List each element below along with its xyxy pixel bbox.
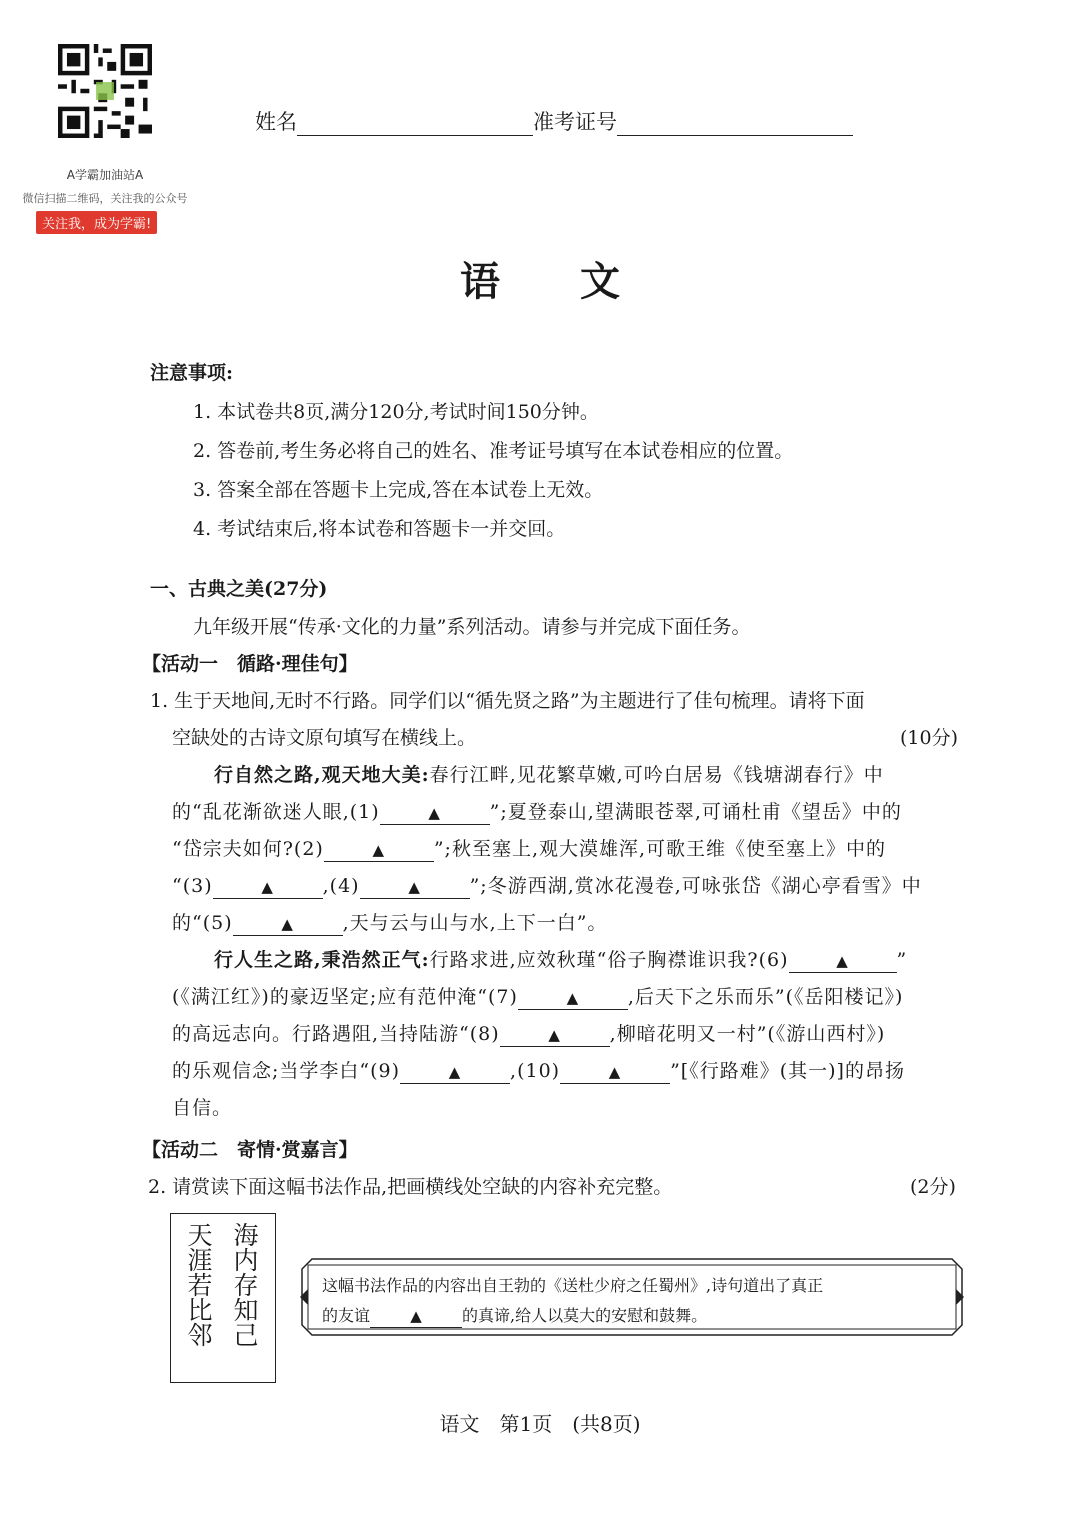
question-2-prompt: 2. 请赏读下面这幅书法作品,把画横线处空缺的内容补充完整。: [148, 1176, 673, 1198]
para1-line3-text-b: ”;秋至塞上,观大漠雄浑,可歌王维《使至塞上》中的: [433, 838, 887, 860]
id-label: 准考证号: [533, 110, 617, 134]
qr-code-icon: [58, 44, 152, 138]
blank-8[interactable]: [500, 1026, 610, 1047]
answer-marker: ▲: [281, 915, 294, 933]
blank-2[interactable]: [324, 841, 434, 862]
para1-line2-text-a: 的“乱花渐欲迷人眼,(1): [172, 801, 380, 823]
follow-button[interactable]: 关注我，成为学霸!: [36, 211, 157, 234]
calligraphy-col-right: 海内存知己: [230, 1222, 259, 1347]
para1-line1-text: 春行江畔,见花繁草嫩,可吟白居易《钱塘湖春行》中: [429, 764, 884, 786]
calligraphy-col-left: 天涯若比邻: [184, 1222, 213, 1347]
blank-5[interactable]: [233, 915, 343, 936]
para2-line4-text-b: ,(10): [510, 1060, 561, 1082]
id-field[interactable]: [617, 115, 853, 136]
para1-line1: [214, 760, 884, 787]
blank-3[interactable]: [213, 878, 323, 899]
answer-marker: ▲: [448, 1063, 462, 1081]
name-field[interactable]: [297, 115, 533, 136]
section-intro: 九年级开展“传承·文化的力量”系列活动。请参与并完成下面任务。: [193, 616, 751, 638]
exam-header: [255, 106, 853, 136]
notice-item-1: 1. 本试卷共8页,满分120分,考试时间150分钟。: [193, 401, 599, 423]
notice-item-4: 4. 考试结束后,将本试卷和答题卡一并交回。: [193, 518, 566, 540]
blank-1[interactable]: [380, 804, 490, 825]
name-label: 姓名: [255, 110, 297, 134]
answer-marker: ▲: [566, 989, 580, 1007]
note-line-2: [322, 1301, 823, 1331]
para1-line3: [172, 834, 886, 862]
answer-marker: ▲: [408, 878, 421, 896]
blank-6[interactable]: [789, 952, 897, 973]
answer-marker: ▲: [836, 952, 849, 970]
blank-11[interactable]: [370, 1307, 462, 1328]
para1-line4: [172, 871, 922, 899]
para2-line1: [214, 945, 907, 973]
blank-10[interactable]: [560, 1063, 670, 1084]
para2-line4-text-c: ”[《行路难》(其一)]的昂扬: [670, 1060, 905, 1082]
para2-line1-end: ”: [896, 949, 908, 971]
para1-line5-text-a: 的“(5): [172, 912, 233, 934]
para1-line2-text-b: ”;夏登泰山,望满眼苍翠,可诵杜甫《望岳》中的: [489, 801, 902, 823]
page-title: 语文: [460, 258, 700, 305]
para2-lead: 行人生之路,秉浩然正气:: [214, 949, 430, 971]
para2-line5: 自信。: [172, 1097, 233, 1119]
answer-marker: ▲: [608, 1063, 622, 1081]
calligraphy-artwork: [170, 1213, 276, 1383]
section-heading: 一、古典之美(27分): [150, 578, 328, 600]
para1-line4-text-c: ”;冬游西湖,赏冰花漫卷,可咏张岱《湖心亭看雪》中: [469, 875, 922, 897]
answer-marker: ▲: [410, 1307, 422, 1325]
para2-line2-text-a: (《满江红》)的豪迈坚定;应有范仲淹“(7): [172, 986, 518, 1008]
page-footer: 语文 第1页 (共8页): [439, 1412, 641, 1436]
para2-line2: [172, 982, 903, 1010]
para2-line3-text-b: ,柳暗花明又一村”(《游山西村》): [609, 1023, 886, 1045]
para2-line1-text: 行路求进,应效秋瑾“俗子胸襟谁识我?(6): [429, 949, 789, 971]
promo-account-name: A学霸加油站A: [66, 168, 144, 182]
para2-line4: [172, 1056, 905, 1084]
para2-line3: [172, 1019, 885, 1047]
notice-item-2: 2. 答卷前,考生务必将自己的姓名、准考证号填写在本试卷相应的位置。: [193, 440, 794, 462]
para1-line2: [172, 797, 902, 825]
para2-line2-text-b: ,后天下之乐而乐”(《岳阳楼记》): [627, 986, 904, 1008]
para2-line4-text-a: 的乐观信念;当学李白“(9): [172, 1060, 401, 1082]
question-1-score: (10分): [900, 727, 959, 749]
blank-7[interactable]: [518, 989, 628, 1010]
note-line-2-text-a: 的友谊: [322, 1306, 371, 1325]
para2-line3-text-a: 的高远志向。行路遇阻,当持陆游“(8): [172, 1023, 500, 1045]
blank-9[interactable]: [400, 1063, 510, 1084]
activity-two-heading: 【活动二 寄情·赏嘉言】: [142, 1139, 358, 1161]
para1-line4-text-b: ,(4): [322, 875, 360, 897]
question-1-prompt-cont: 空缺处的古诗文原句填写在横线上。: [172, 727, 477, 749]
answer-marker: ▲: [428, 804, 441, 822]
para1-line5-text-b: ,天与云与山与水,上下一白”。: [342, 912, 608, 934]
note-line-2-text-b: 的真谛,给人以莫大的安慰和鼓舞。: [462, 1306, 708, 1325]
blank-4[interactable]: [360, 878, 470, 899]
question-1-prompt: 1. 生于天地间,无时不行路。同学们以“循先贤之路”为主题进行了佳句梳理。请将下面: [150, 690, 865, 712]
notice-heading: 注意事项:: [150, 362, 234, 384]
para1-line4-text-a: “(3): [172, 875, 213, 897]
para1-line3-text-a: “岱宗夫如何?(2): [172, 838, 324, 860]
note-line-1: 这幅书法作品的内容出自王勃的《送杜少府之任蜀州》,诗句道出了真正: [322, 1276, 824, 1295]
promo-scan-tip: 微信扫描二维码，关注我的公众号: [22, 192, 188, 205]
question-2-score: (2分): [910, 1176, 956, 1198]
activity-one-heading: 【活动一 循路·理佳句】: [142, 653, 358, 675]
answer-marker: ▲: [548, 1026, 561, 1044]
note-text: [322, 1271, 823, 1331]
answer-marker: ▲: [372, 841, 386, 859]
para1-line5: [172, 908, 607, 936]
notice-item-3: 3. 答案全部在答题卡上完成,答在本试卷上无效。: [193, 479, 604, 501]
para1-lead: 行自然之路,观天地大美:: [214, 764, 430, 786]
answer-marker: ▲: [261, 878, 274, 896]
